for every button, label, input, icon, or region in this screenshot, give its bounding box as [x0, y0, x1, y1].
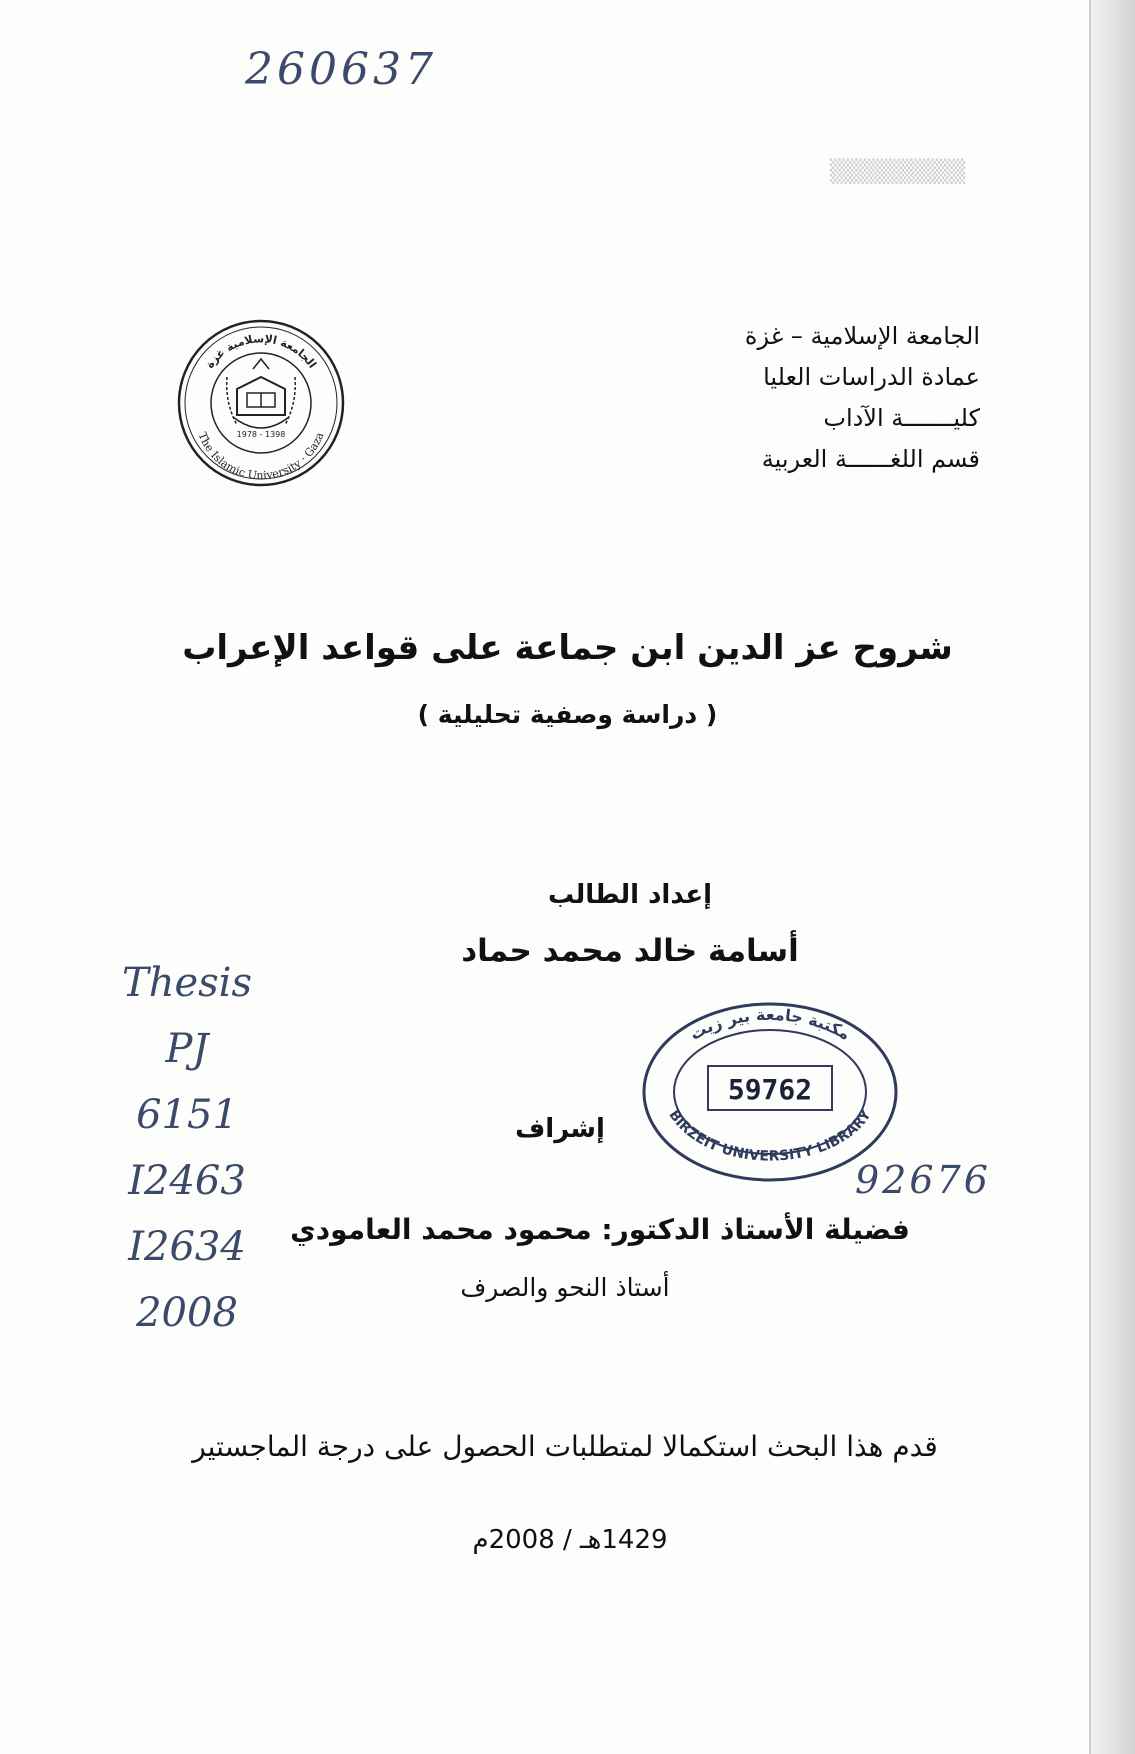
call-line: Thesis [122, 960, 252, 1006]
institution-header [520, 316, 980, 480]
handwritten-accession-number: 260637 [245, 44, 437, 95]
deanship-name: عمادة الدراسات العليا [763, 363, 980, 391]
department-name: قسم اللغــــــة العربية [761, 445, 980, 473]
thesis-date: 1429هـ / 2008م [472, 1525, 668, 1555]
student-name: أسامة خالد محمد حماد [461, 933, 799, 969]
handwritten-call-number [82, 950, 292, 1346]
book-spine-shadow [1089, 0, 1135, 1754]
prepared-by-label: إعداد الطالب [547, 880, 713, 910]
svg-text:The Islamic University · Gaza: The Islamic University · Gaza [195, 430, 327, 483]
call-line: 2008 [136, 1290, 238, 1336]
call-line: 6151 [136, 1092, 238, 1138]
university-seal [175, 317, 347, 489]
svg-text:1978 - 1398: 1978 - 1398 [236, 430, 286, 439]
bleed-through: ▒▒▒▒▒▒▒▒ [830, 160, 966, 185]
thesis-title: شروح عز الدين ابن جماعة على قواعد الإعراب [182, 628, 953, 668]
call-line: I2634 [128, 1224, 246, 1270]
faculty-name: كليـــــــة الآداب [823, 404, 980, 432]
library-stamp [640, 1000, 900, 1184]
supervision-label: إشراف [515, 1114, 605, 1144]
supervisor-name: فضيلة الأستاذ الدكتور: محمود محمد العامودي [290, 1213, 910, 1246]
thesis-purpose: قدم هذا البحث استكمالا لمتطلبات الحصول على درجة الماجستير [192, 1430, 938, 1463]
svg-text:الجامعة الإسلامية غزة: الجامعة الإسلامية غزة [203, 332, 319, 371]
svg-text:BIRZEIT UNIVERSITY LIBRARY: BIRZEIT UNIVERSITY LIBRARY [665, 1107, 875, 1165]
svg-text:مكتبة جامعة بير زيت: مكتبة جامعة بير زيت [686, 1005, 854, 1044]
svg-text:59762: 59762 [727, 1073, 813, 1106]
supervisor-title: أستاذ النحو والصرف [460, 1273, 670, 1302]
spine-edge [1089, 0, 1091, 1754]
thesis-subtitle: ( دراسة وصفية تحليلية ) [417, 700, 718, 729]
university-name: الجامعة الإسلامية – غزة [744, 322, 980, 350]
call-line: PJ [165, 1026, 209, 1072]
call-line: I2463 [128, 1158, 246, 1204]
handwritten-number: 92676 [855, 1158, 991, 1202]
